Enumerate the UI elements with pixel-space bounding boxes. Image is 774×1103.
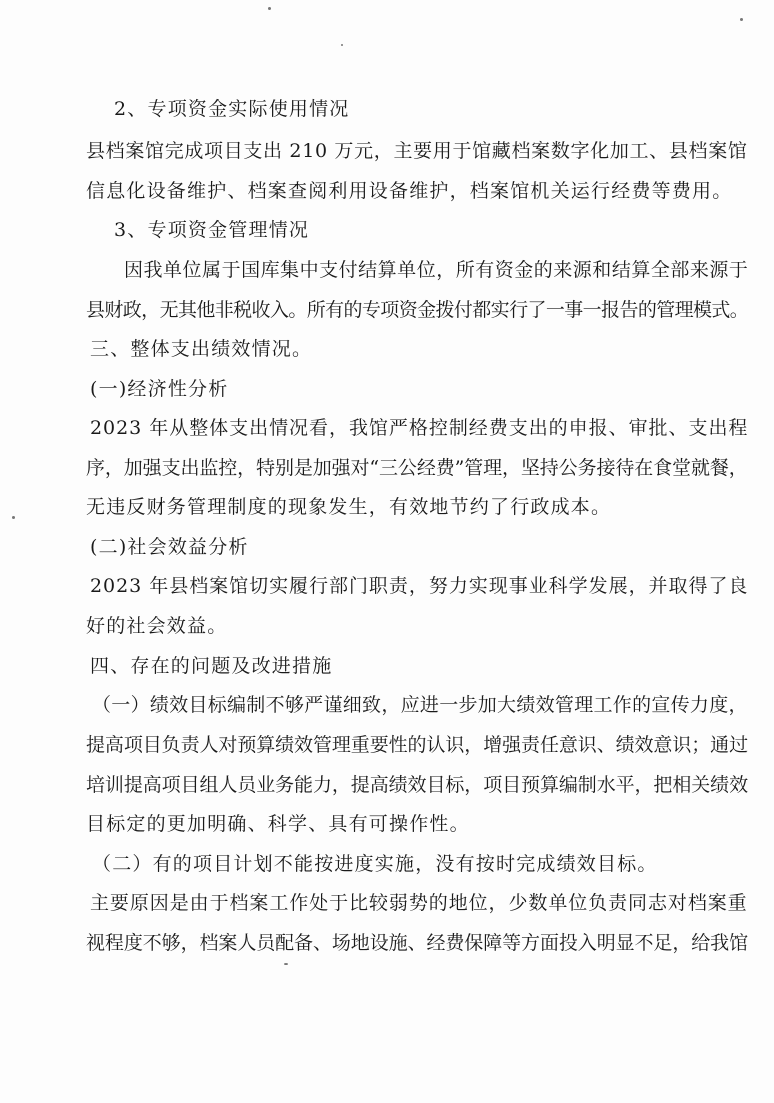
- heading-fund-usage: 2、专项资金实际使用情况: [114, 98, 350, 120]
- paragraph-line: （一）绩效目标编制不够严谨细致，应进一步加大绩效管理工作的宣传力度，: [92, 694, 748, 716]
- section-heading-4: 四、存在的问题及改进措施: [90, 655, 333, 677]
- paragraph-line: 视程度不够，档案人员配备、场地设施、经费保障等方面投入明显不足，给我馆: [86, 932, 749, 954]
- subsection-heading-social: (二)社会效益分析: [90, 536, 249, 558]
- paragraph-line: （二）有的项目计划不能按进度实施，没有按时完成绩效目标。: [92, 853, 658, 875]
- paragraph-line: 因我单位属于国库集中支付结算单位，所有资金的来源和结算全部来源于: [124, 259, 749, 281]
- paragraph-line: 无违反财务管理制度的现象发生，有效地节约了行政成本。: [86, 496, 612, 518]
- paragraph-line: 目标定的更加明确、科学、具有可操作性。: [86, 813, 470, 835]
- scan-speck: [284, 963, 288, 965]
- paragraph-line: 2023 年县档案馆切实履行部门职责，努力实现事业科学发展，并取得了良: [90, 575, 749, 597]
- scan-speck: [740, 18, 743, 21]
- scan-speck: [268, 7, 271, 10]
- heading-fund-management: 3、专项资金管理情况: [114, 219, 310, 241]
- paragraph-line: 好的社会效益。: [86, 615, 228, 637]
- paragraph-line: 序，加强支出监控，特别是加强对“三公经费”管理，坚持公务接待在食堂就餐，: [86, 457, 748, 479]
- subsection-heading-economy: (一)经济性分析: [90, 378, 229, 400]
- section-heading-3: 三、整体支出绩效情况。: [90, 338, 313, 360]
- scan-speck: [12, 516, 15, 519]
- scan-speck: [341, 44, 343, 46]
- paragraph-line: 信息化设备维护、档案查阅利用设备维护，档案馆机关运行经费等费用。: [86, 180, 733, 202]
- paragraph-line: 提高项目负责人对预算绩效管理重要性的认识，增强责任意识、绩效意识；通过: [86, 734, 749, 756]
- paragraph-line: 主要原因是由于档案工作处于比较弱势的地位，少数单位负责同志对档案重: [90, 892, 748, 914]
- paragraph-line: 县档案馆完成项目支出 210 万元，主要用于馆藏档案数字化加工、县档案馆: [86, 140, 748, 162]
- paragraph-line: 2023 年从整体支出情况看，我馆严格控制经费支出的申报、审批、支出程: [90, 417, 749, 439]
- paragraph-line: 培训提高项目组人员业务能力，提高绩效目标，项目预算编制水平，把相关绩效: [86, 774, 749, 796]
- paragraph-line: 县财政，无其他非税收入。所有的专项资金拨付都实行了一事一报告的管理模式。: [86, 299, 749, 321]
